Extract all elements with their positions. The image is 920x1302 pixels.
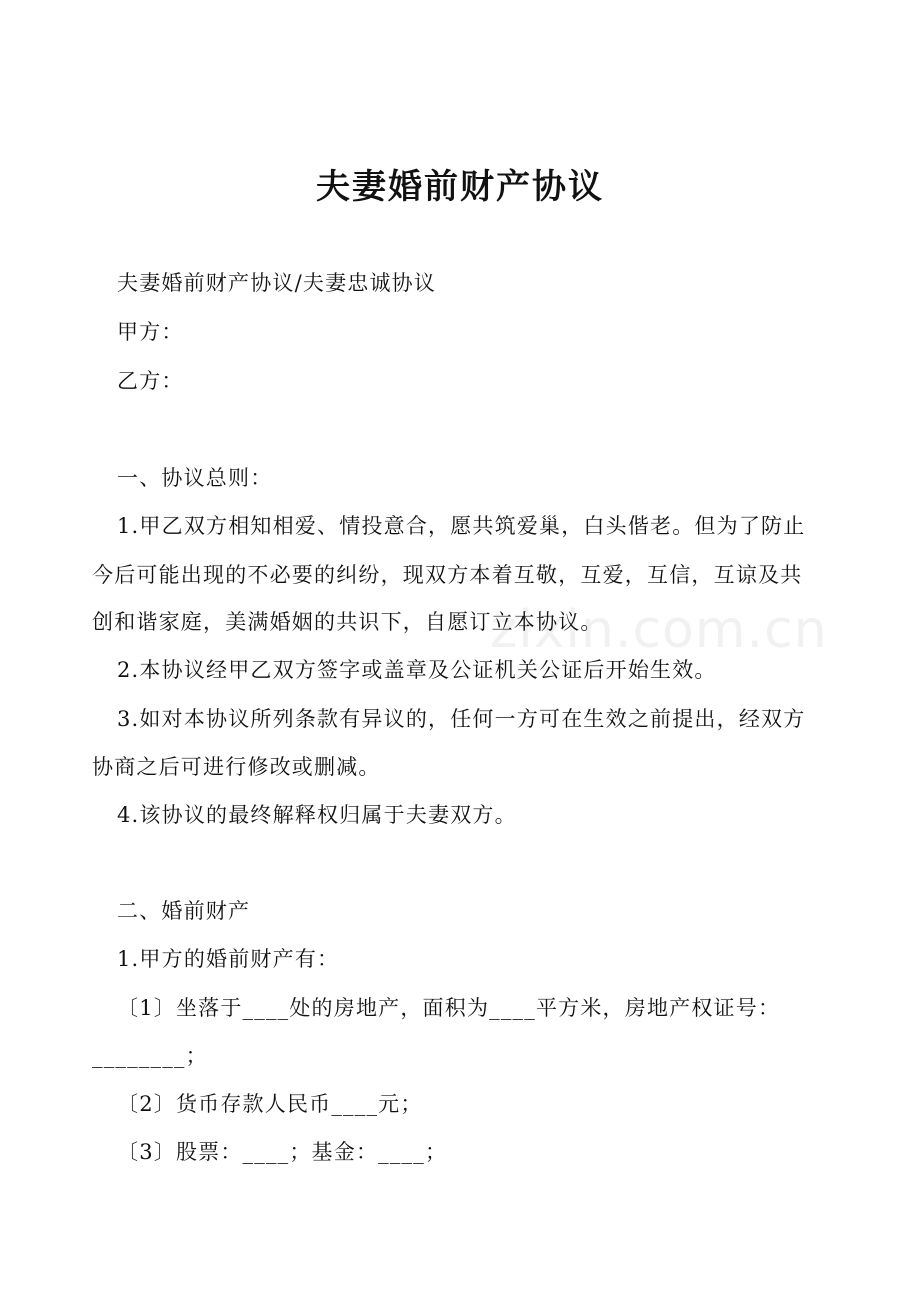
property-item-1-line-2: ________； — [92, 1044, 208, 1068]
property-item-3: 〔3〕股票：____；基金：____； — [117, 1140, 448, 1164]
subtitle-line: 夫妻婚前财产协议/夫妻忠诚协议 — [117, 271, 437, 295]
property-item-1-line-1: 〔1〕坐落于____处的房地产，面积为____平方米，房地产权证号： — [117, 996, 781, 1020]
party-b-label: 乙方： — [117, 369, 184, 393]
clause-3-line-1: 3.如对本协议所列条款有异议的，任何一方可在生效之前提出，经双方 — [117, 707, 806, 731]
section-heading-general: 一、协议总则： — [117, 466, 273, 490]
clause-1-line-1: 1.甲乙双方相知相爱、情投意合，愿共筑爱巢，白头偕老。但为了防止 — [117, 514, 806, 538]
watermark: zixin.com.cn — [490, 600, 828, 660]
clause-3-line-2: 协商之后可进行修改或删减。 — [92, 755, 381, 779]
section-heading-property: 二、婚前财产 — [117, 899, 251, 923]
property-item-2: 〔2〕货币存款人民币____元； — [117, 1092, 423, 1116]
clause-4: 4.该协议的最终解释权归属于夫妻双方。 — [117, 803, 517, 827]
property-clause-1: 1.甲方的婚前财产有： — [117, 947, 340, 971]
clause-1-line-3: 创和谐家庭，美满婚姻的共识下，自愿订立本协议。 — [92, 610, 603, 634]
document-title: 夫妻婚前财产协议 — [316, 167, 604, 207]
party-a-label: 甲方： — [117, 320, 184, 344]
clause-1-line-2: 今后可能出现的不必要的纠纷，现双方本着互敬，互爱，互信，互谅及共 — [92, 563, 803, 587]
clause-2: 2.本协议经甲乙双方签字或盖章及公证机关公证后开始生效。 — [117, 658, 717, 682]
